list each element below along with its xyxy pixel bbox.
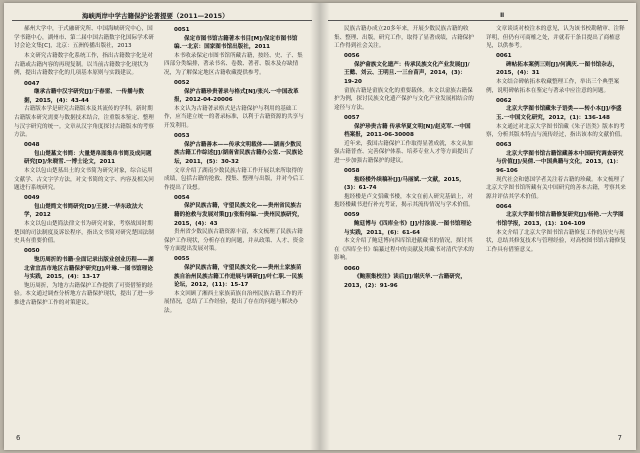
entry-abstract: 畲族古籍是畲族文化的重要载体。本文以畲族古籍保护为例，探讨民族文化遗产保护与文化产业发展相结合的途径与方法。 bbox=[334, 87, 474, 111]
entry-abstract: 民族古籍办成立20多年来，开展少数民族古籍的收集、整理、出版，研究工作，取得了显著成绩，古籍保护工作得到社会关注。 bbox=[334, 26, 474, 50]
entry-citation: 饱历周折的书籍·全面记录出版业创业历程——湖北省宜昌市地区古籍保护研究[J]/叶琳.一图书馆理论与实践，2015，(4)：13-17 bbox=[24, 256, 154, 281]
entry-number: 0064 bbox=[496, 203, 512, 210]
entry-number: 0058 bbox=[344, 168, 360, 174]
entry-number: 0062 bbox=[496, 97, 512, 104]
page-number-right: 7 bbox=[617, 434, 622, 442]
entry-number: 0051 bbox=[174, 27, 190, 33]
entry-citation: 《鲍照集校注》读后[J]/谢庆华.一古籍研究，2013，(2)：91-96 bbox=[344, 274, 467, 289]
left-page bbox=[4, 3, 320, 450]
entry-number: 0059 bbox=[344, 212, 360, 219]
entry-abstract: 本文回顾了湘西土家族苗族自治州民族古籍工作的开展情况，总结了工作经验，提出了存在的问题与解决办法。 bbox=[164, 290, 303, 314]
entry-citation: 继承古籍中汉字研究[J]/于春雷、一传播与数据，2015，(4)：43-44 bbox=[24, 89, 144, 104]
entry-number: 0063 bbox=[496, 142, 512, 149]
entry-number: 0057 bbox=[344, 114, 360, 121]
entry-number: 0060 bbox=[344, 265, 360, 272]
entry-citation: 碑帖拓本案例三则[J]/何满庆.一图书馆杂志，2015，(4)：31 bbox=[496, 61, 619, 77]
entry-number: 0056 bbox=[344, 53, 360, 60]
entry-number: 0052 bbox=[174, 80, 190, 87]
entry-abstract: 本文结合碑帖拓本收藏整理工作，举出三个典型案例，说明碑帖拓本在鉴定与著录中应注意的问题。 bbox=[486, 79, 620, 94]
page-number-left: 6 bbox=[16, 434, 21, 442]
entry-abstract: 本文以包山楚简法律文书为研究对象，考察战国时期楚国的司法制度及诉讼程序，指出文书简对研究楚国法制史具有重要价值。 bbox=[14, 221, 154, 245]
right-page bbox=[320, 3, 636, 450]
entry-number: 0054 bbox=[174, 194, 190, 201]
entry-citation: 保定市图书馆古籍著本书目[M]/保定市图书馆编.一北京：国家图书馆出版社，2011 bbox=[174, 35, 298, 51]
entry-citation: 保护珍贵古籍 传承华夏文明[N]/赵克军.一中国档案报，2011-06-30008 bbox=[344, 123, 471, 139]
entry-abstract: 近年来，我国古籍保护工作取得显著成就，本文从加强古籍普查、完善保护体系、培养专业人才等方面提出了进一步加强古籍保护的建议。 bbox=[334, 140, 474, 164]
entry-abstract: 本文介绍了北京大学图书馆古籍修复工作的历史与现状，总结其修复技术与管理经验，对高校图书馆古籍修复工作具有借鉴意义。 bbox=[486, 229, 626, 253]
entry-number: 0049 bbox=[24, 195, 40, 202]
right-column-2 bbox=[486, 25, 626, 425]
book-gutter bbox=[310, 3, 330, 450]
entry-citation: 保护古籍珍贵著录与格式[N]/张兴.一中国改革报，2012-04-20006 bbox=[174, 88, 299, 104]
entry-citation: 鲍廷博与《四库全书》[J]/付涂凌.一图书馆理论与实践，2011，(6)：61-64 bbox=[344, 221, 472, 236]
entry-number: 0055 bbox=[174, 256, 190, 263]
left-column-2 bbox=[164, 25, 304, 425]
entry-number: 0047 bbox=[24, 80, 40, 87]
entry-abstract: 本文认为古籍著录格式是古籍保护与利用的基础工作，应当建立统一的著录标准，以利于古籍资源的共享与开发利用。 bbox=[164, 105, 304, 130]
running-head-right: Ⅱ bbox=[500, 11, 505, 19]
entry-citation: 包山楚墓文书简：大量楚帛图集帛书简及成问题研究[D]/朱晓雪.一博士论文，2011 bbox=[24, 150, 152, 166]
right-column-1 bbox=[334, 25, 474, 425]
left-column-1 bbox=[14, 25, 154, 425]
entry-citation: 北京大学图书馆古籍馆藏善本中国研究调查研究与价值[J]/吴倩.一中国典籍与文化，2013，(1)：96-106 bbox=[496, 150, 624, 174]
entry-abstract: 郝州大学中，于式融研究所、中国海峡研究中心，国学书籍中心，湖州市、第二届中国古籍数字化国际学术研讨会论文集[C]，北京：五洲传播出版社，2013 bbox=[14, 26, 154, 50]
entry-citation: 包山楚简文书简研究[D]/王捷.一华东政法大学，2012 bbox=[24, 203, 144, 219]
entry-citation: 抱经楼外续稿补[J]/马丽斌.一文献，2015，(3)：61-74 bbox=[344, 176, 465, 192]
entry-abstract: 本文通过对北京大学图书馆藏《朱子语类》版本的考察，分析其版本特点与流传经过，指出该本的文献价值。 bbox=[486, 123, 626, 139]
running-head-left: 海峡两岸中学古籍保护论著提要（2011—2015） bbox=[82, 12, 229, 20]
entry-abstract: 本文以包山楚墓出土的文书简为研究对象，综合运用文献学、古文字学方法，对文书简的文字、内容及相关问题进行系统研究。 bbox=[14, 168, 154, 192]
entry-abstract: 文章谈谈对校注本的意见，认为该书校勘精审、注释详明，但仍有可商榷之处，并就若干条目提出了商榷意见，以供参考。 bbox=[486, 26, 625, 50]
header-rule bbox=[328, 20, 628, 21]
entry-abstract: 本文研究古籍数字化系统工作，指出古籍数字化是对古籍或古籍内容的再现复制。以当前古籍数字化现状为例，提出古籍数字化的几项基本原则与实践建议。 bbox=[14, 53, 153, 77]
entry-number: 0053 bbox=[174, 133, 190, 140]
book-spread bbox=[4, 3, 636, 450]
entry-number: 0048 bbox=[24, 142, 40, 149]
entry-abstract: 古籍版本学是研究古籍版本及其流传的学科。新时期古籍版本研究需要与数据技术结合，注重版本鉴定、整理与汉字研究的统一。文章从汉字角度探讨古籍版本的考察方法。 bbox=[14, 106, 154, 139]
entry-abstract: 文章介绍了湖南少数民族古籍工作开展以来所取得的成绩，包括古籍的抢救、搜集、整理与出版，并对今后工作提出了设想。 bbox=[164, 167, 304, 191]
entry-abstract: 本书收录保定市图书馆所藏古籍，按经、史、子、集四部分类编排，著录书名、卷数、著者、版本及存缺情况，为了解保定地区古籍收藏提供参考。 bbox=[164, 52, 303, 76]
entry-abstract: 饱历周折，为地方古籍保护工作提供了可资借鉴的经验。本文通过调查分析地方古籍保护现状，提出了进一步推进古籍保护工作的对策建议。 bbox=[14, 282, 154, 306]
entry-citation: 保护畲族文化遗产：传承民族文化产业发展[J]/王懿、刘云、王明旦.一三台苗声，2014，(3)：19-20 bbox=[344, 61, 470, 86]
entry-citation: 保护民族古籍，守望民族文化——贵州土家族苗族自治州民族古籍工作进展与调研[J]/叶仁职.一民族论坛，2012，(11)：15-17 bbox=[174, 265, 303, 289]
header-rule bbox=[12, 20, 312, 21]
entry-abstract: 抱经楼是卢文弨藏书楼，本文在前人研究基础上，对抱经楼藏书进行补充考证，揭示其流传情况与学术价值。 bbox=[334, 193, 474, 209]
entry-citation: 北京大学图书馆藏朱子语类——转小本[J]/李盛玉.一中国文化研究，2012，(1)：136-148 bbox=[496, 106, 622, 121]
entry-abstract: 贵州省少数民族古籍资源丰富，本文梳理了民族古籍保护工作现状，分析存在的问题，并从政策、人才、资金等方面提出发展对策。 bbox=[164, 229, 304, 253]
entry-citation: 保护民族古籍，守望民族文化——贵州省民族古籍的抢救与发展对策[J]/张衔何编.一贵州民族研究，2015，(4)：43 bbox=[174, 203, 303, 227]
entry-citation: 北京大学图书馆古籍修复研究[J]/杨艳.一大学图书馆学报，2013，(1)：104-109 bbox=[496, 212, 624, 228]
entry-abstract: 现代社会和德国学者关注着古籍的珍藏。本文梳理了北京大学图书馆所藏有关中国研究的善本古籍，考察其来源并评估其学术价值。 bbox=[486, 176, 626, 200]
entry-number: 0061 bbox=[496, 53, 512, 60]
entry-citation: 保护古籍善本——传承文明载体——湖南少数民族古籍工作综述[J]/湖南省民族古籍办公室.一民族论坛，2011，(5)：30-32 bbox=[174, 141, 303, 165]
entry-abstract: 本文介绍了鲍廷博向四库馆进献藏书的情况，探讨其在《四库全书》编纂过程中的贡献及其藏书对清代学术的影响。 bbox=[334, 238, 474, 262]
entry-number: 0050 bbox=[24, 248, 40, 255]
